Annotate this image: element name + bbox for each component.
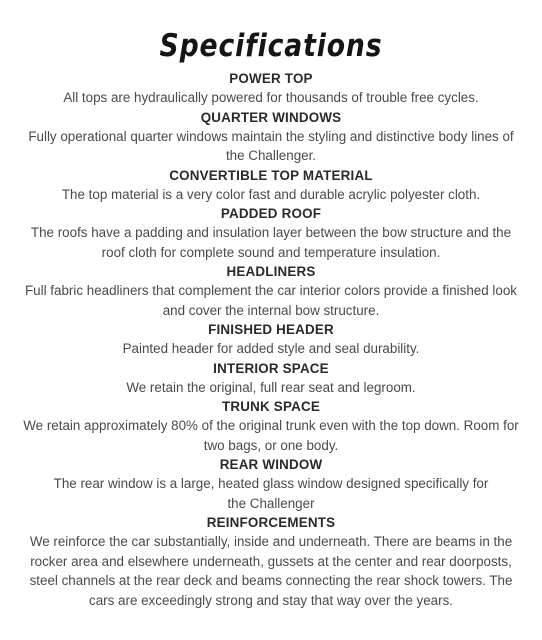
spec-list [14,69,528,610]
spec-description-line: two bags, or one body. [203,437,339,453]
spec-description-line: Fully operational quarter windows maintain the styling and distinctive body lines of [28,128,514,144]
spec-description-line: We retain approximately 80% of the original trunk even with the top down. Room for [23,418,519,433]
spec-description-line: roof cloth for complete sound and temperature insulation. [101,244,441,260]
spec-description-line: the Challenger. [225,148,317,163]
spec-description-line: the Challenger [227,495,315,511]
spec-interior-space [14,359,528,398]
spec-description-line: The rear window is a large, heated glass window designed specifically for [53,476,489,491]
spec-description-line: Full fabric headliners that complement the car interior colors provide a finished look [25,283,517,298]
spec-heading: PADDED ROOF [220,206,322,221]
spec-description-line: The roofs have a padding and insulation layer between the bow structure and the [30,225,512,240]
spec-trunk-space [14,397,528,455]
spec-heading: FINISHED HEADER [208,322,334,337]
spec-headliners [14,262,528,320]
spec-description-line: We reinforce the car substantially, inside and underneath. There are beams in the [29,534,513,549]
spec-reinforcements [14,513,528,610]
spec-convertible-top-material [14,166,528,205]
spec-description-line: cars are exceedingly strong and stay that way over the years. [89,592,453,608]
spec-description-line: All tops are hydraulically powered for thousands of trouble free cycles. [63,90,479,105]
spec-rear-window [14,455,528,513]
spec-heading: POWER TOP [229,71,313,86]
spec-heading: QUARTER WINDOWS [200,109,342,125]
spec-heading: CONVERTIBLE TOP MATERIAL [169,167,373,183]
spec-description-line: steel channels at the rear deck and beams connecting the rear shock towers. The [29,573,513,588]
spec-heading: HEADLINERS [226,264,316,279]
spec-finished-header [14,320,528,359]
spec-description-line: The top material is a very color fast and durable acrylic polyester cloth. [61,186,481,202]
spec-description-line: and cover the internal bow structure. [162,302,380,318]
spec-power-top [14,69,528,108]
spec-heading: REAR WINDOW [219,457,323,472]
spec-heading: REINFORCEMENTS [206,515,336,530]
spec-description-line: We retain the original, full rear seat and legroom. [126,379,416,395]
spec-padded-roof [14,204,528,262]
spec-heading: INTERIOR SPACE [213,360,329,376]
spec-heading: TRUNK SPACE [222,399,320,414]
spec-description-line: Painted header for added style and seal durability. [122,341,420,356]
spec-description-line: rocker area and elsewhere underneath, gussets at the center and rear doorposts, [30,553,512,569]
page-title: Specifications [159,27,383,64]
spec-quarter-windows [14,108,528,166]
